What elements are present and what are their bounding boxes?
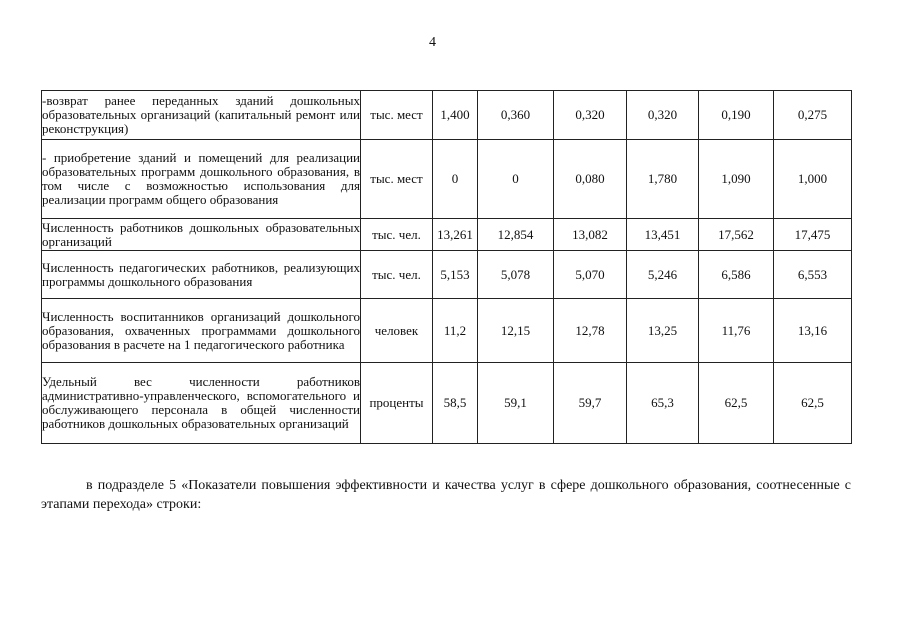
value-cell: 0,275	[774, 91, 852, 140]
value-cell: 58,5	[433, 363, 478, 444]
value-cell: 62,5	[699, 363, 774, 444]
value-cell: 13,451	[627, 219, 699, 251]
value-cell: 5,153	[433, 251, 478, 299]
value-cell: 0,360	[478, 91, 554, 140]
page-number: 4	[429, 35, 436, 50]
value-cell: 13,25	[627, 299, 699, 363]
value-cell: 11,76	[699, 299, 774, 363]
value-cell: 13,261	[433, 219, 478, 251]
indicators-table	[41, 90, 852, 444]
unit-cell: тыс. чел.	[361, 251, 433, 299]
body-paragraph: в подразделе 5 «Показатели повышения эффективности и качества услуг в сфере дошкольного образования, соотнесенные с этапами перехода» строки:	[41, 478, 851, 512]
value-cell: 13,16	[774, 299, 852, 363]
value-cell: 1,400	[433, 91, 478, 140]
indicator-cell: Численность педагогических работников, реализующих программы дошкольного образования	[42, 251, 361, 299]
value-cell: 59,7	[554, 363, 627, 444]
indicator-cell: Численность воспитанников организаций дошкольного образования, охваченных программами дошкольного образования в расчете на 1 педагогического работника	[42, 299, 361, 363]
value-cell: 6,586	[699, 251, 774, 299]
table-row	[42, 219, 852, 251]
value-cell: 0	[433, 140, 478, 219]
value-cell: 6,553	[774, 251, 852, 299]
value-cell: 17,475	[774, 219, 852, 251]
unit-cell: человек	[361, 299, 433, 363]
value-cell: 5,078	[478, 251, 554, 299]
value-cell: 11,2	[433, 299, 478, 363]
value-cell: 1,780	[627, 140, 699, 219]
table-row	[42, 251, 852, 299]
value-cell: 1,000	[774, 140, 852, 219]
unit-cell: тыс. мест	[361, 140, 433, 219]
indicator-cell: Численность работников дошкольных образовательных организаций	[42, 219, 360, 249]
value-cell: 13,082	[554, 219, 627, 251]
table-row	[42, 140, 852, 219]
value-cell: 5,246	[627, 251, 699, 299]
indicator-cell: - приобретение зданий и помещений для реализации образовательных программ дошкольного образования, в том числе с возможностью использования для реализации программ общего образования	[42, 140, 361, 219]
value-cell: 0,320	[627, 91, 699, 140]
value-cell: 12,854	[478, 219, 554, 251]
value-cell: 65,3	[627, 363, 699, 444]
indicator-cell: -возврат ранее переданных зданий дошкольных образовательных организаций (капитальный ремонт или реконструкция)	[42, 91, 361, 140]
unit-cell: тыс. чел.	[361, 219, 433, 251]
unit-cell: тыс. мест	[361, 91, 433, 140]
value-cell: 0	[478, 140, 554, 219]
value-cell: 12,15	[478, 299, 554, 363]
value-cell: 0,080	[554, 140, 627, 219]
unit-cell: проценты	[361, 363, 433, 444]
value-cell: 5,070	[554, 251, 627, 299]
indicator-cell: Удельный вес численности работников административно-управленческого, вспомогательного и обслуживающего персонала в общей численности работников дошкольных образовательных организаций	[42, 363, 361, 444]
value-cell: 17,562	[699, 219, 774, 251]
table-row	[42, 299, 852, 363]
value-cell: 1,090	[699, 140, 774, 219]
value-cell: 62,5	[774, 363, 852, 444]
value-cell: 59,1	[478, 363, 554, 444]
value-cell: 0,320	[554, 91, 627, 140]
value-cell: 12,78	[554, 299, 627, 363]
table-row	[42, 91, 852, 140]
table-row	[42, 363, 852, 444]
value-cell: 0,190	[699, 91, 774, 140]
